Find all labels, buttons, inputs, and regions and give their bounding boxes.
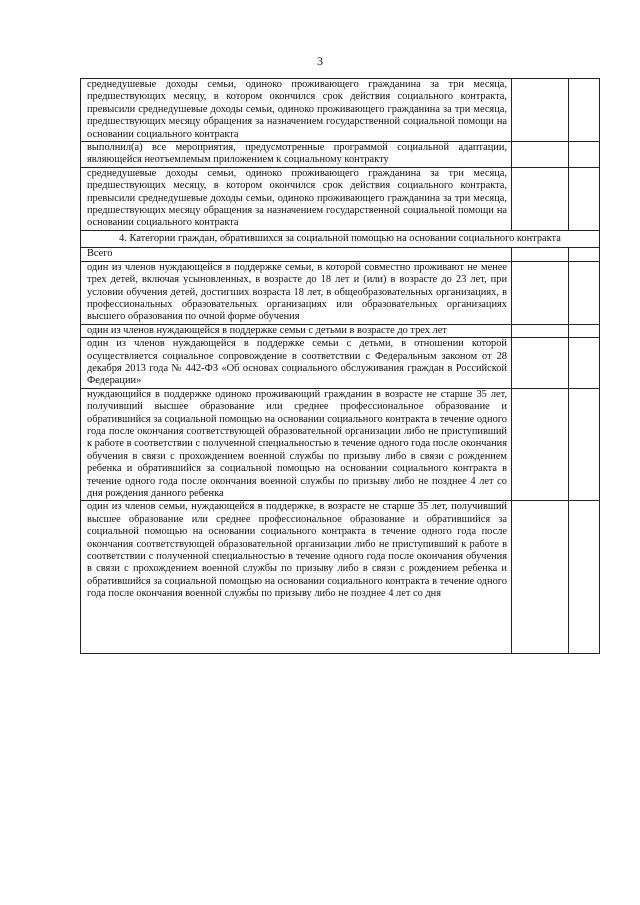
table-row <box>81 248 600 261</box>
value-cell <box>512 167 569 230</box>
value-cell <box>512 324 569 337</box>
table-row <box>81 142 600 168</box>
row-label-text: один из членов семьи, нуждающейся в поддержке, в возрасте не старше 35 лет, получивший высшее образование или среднее профессиональное образование и обратившийся за социальной помощью на основании социального контракта в течение одного года после окончания соответствующей образовательной организации либо не приступивший к работе в соответствии с полученной специальностью в течение одного года после окончания обучения в связи с прохождением военной службы по призыву либо в связи с рождением ребенка и обратившийся за социальной помощью на основании социального контракта в течение одного года после окончания военной службы по призыву либо не позднее 4 лет со дня <box>87 501 507 600</box>
value-cell <box>512 261 569 324</box>
row-label: среднедушевые доходы семьи, одиноко проживающего гражданина за три месяца, предшествующих месяцу, в котором окончился срок действия социального контракта, превысили среднедушевые доходы семьи, одиноко проживающего гражданина за три месяца, предшествующих месяцу обращения за назначением государственной социальной помощи на основании социального контракта <box>81 167 512 230</box>
row-label: Всего <box>81 248 512 261</box>
value-cell <box>569 338 600 389</box>
row-label-truncated <box>81 501 512 654</box>
table-row <box>81 338 600 389</box>
value-cell <box>512 79 569 142</box>
table-row <box>81 324 600 337</box>
value-cell <box>569 167 600 230</box>
value-cell <box>512 388 569 501</box>
section-header-row <box>81 230 600 247</box>
table-row <box>81 261 600 324</box>
row-label: выполнил(а) все мероприятия, предусмотренные программой социальной адаптации, являющейся неотъемлемым приложением к социальному контракту <box>81 142 512 168</box>
value-cell <box>569 501 600 654</box>
table-row <box>81 167 600 230</box>
table-row <box>81 79 600 142</box>
row-label: один из членов нуждающейся в поддержке семьи с детьми в возрасте до трех лет <box>81 324 512 337</box>
value-cell <box>512 142 569 168</box>
section-title: 4. Категории граждан, обратившихся за социальной помощью на основании социального контракта <box>81 230 600 247</box>
value-cell <box>512 501 569 654</box>
value-cell <box>512 338 569 389</box>
report-table <box>80 78 600 654</box>
table-row <box>81 388 600 501</box>
value-cell <box>569 79 600 142</box>
value-cell <box>569 142 600 168</box>
value-cell <box>569 261 600 324</box>
value-cell <box>512 248 569 261</box>
row-label: нуждающийся в поддержке одиноко проживающий гражданин в возрасте не старше 35 лет, получивший высшее образование или среднее профессиональное образование и обратившийся за социальной помощью на основании социального контракта в течение одного года после окончания соответствующей образовательной организации либо не приступивший к работе в соответствии с полученной специальностью в течение одного года после окончания обучения в связи с прохождением военной службы по призыву либо в связи с рождением ребенка и обратившийся за социальной помощью на основании социального контракта в течение одного года после окончания военной службы по призыву либо не позднее 4 лет со дня рождения данного ребенка <box>81 388 512 501</box>
row-label: один из членов нуждающейся в поддержке семьи с детьми, в отношении которой осуществляется социальное сопровождение в соответствии с Федеральным законом от 28 декабря 2013 года № 442-ФЗ «Об основах социального обслуживания граждан в Российской Федерации» <box>81 338 512 389</box>
value-cell <box>569 324 600 337</box>
row-label: среднедушевые доходы семьи, одиноко проживающего гражданина за три месяца, предшествующих месяцу, в котором окончился срок действия социального контракта, превысили среднедушевые доходы семьи, одиноко проживающего гражданина за три месяца, предшествующих месяцу обращения за назначением государственной социальной помощи на основании социального контракта <box>81 79 512 142</box>
table-row <box>81 501 600 654</box>
row-label: один из членов нуждающейся в поддержке семьи, в которой совместно проживают не менее трех детей, включая усыновленных, в возрасте до 18 лет и (или) в возрасте до 23 лет, при условии обучения детей, достигших возраста 18 лет, в общеобразовательных организациях, в профессиональных образовательных организациях или образовательных организациях высшего образования по очной форме обучения <box>81 261 512 324</box>
value-cell <box>569 388 600 501</box>
value-cell <box>569 248 600 261</box>
page-number: 3 <box>317 54 323 68</box>
